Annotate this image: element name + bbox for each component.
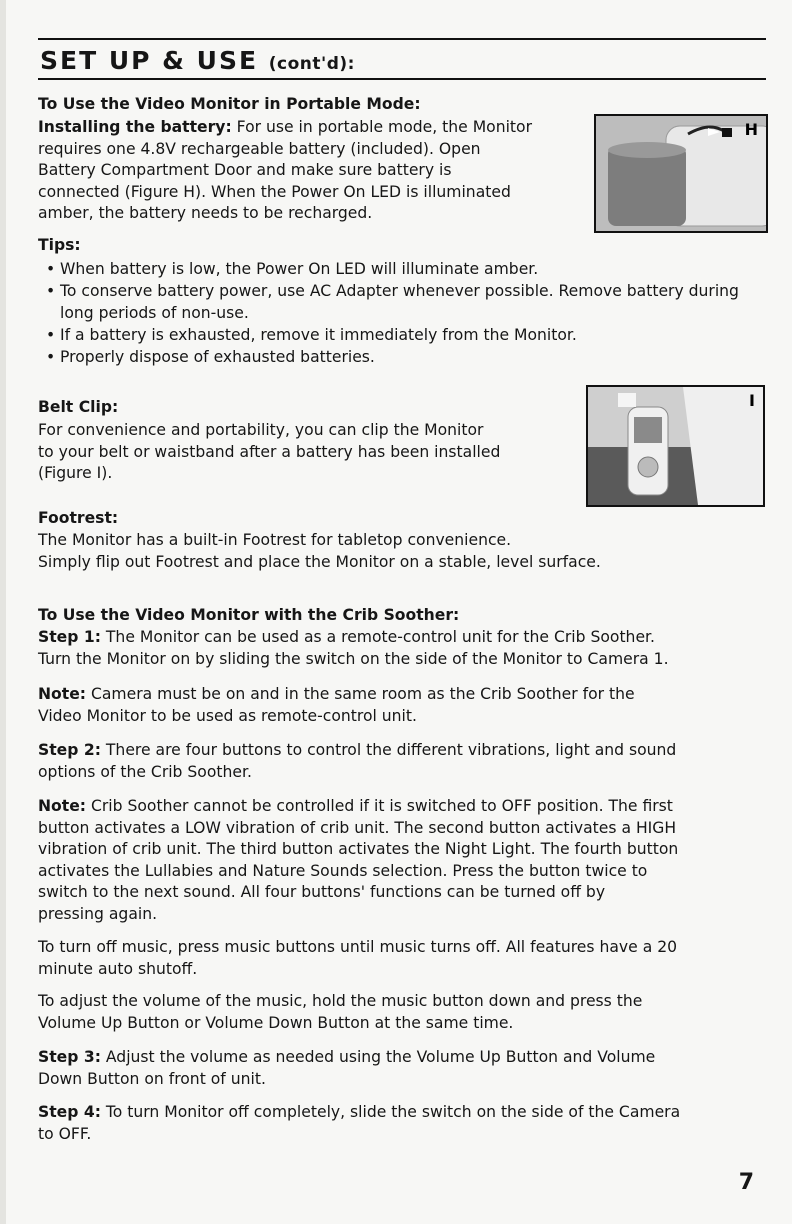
portable-heading: To Use the Video Monitor in Portable Mode:: [38, 95, 421, 113]
step3-text: Adjust the volume as needed using the Volume Up Button and Volume Down Button on front of unit.: [38, 1048, 656, 1088]
battery-illustration: [596, 116, 766, 231]
step3-paragraph: [38, 1047, 768, 1090]
footrest-text: The Monitor has a built-in Footrest for tabletop convenience. Simply flip out Footrest and place the Monitor on a stable, level surface.: [38, 531, 601, 571]
step1-text: The Monitor can be used as a remote-control unit for the Crib Soother. Turn the Monitor on by sliding the switch on the side of the Monitor to Camera 1.: [38, 628, 669, 668]
note2-text: Crib Soother cannot be controlled if it is switched to OFF position. The first button activates a LOW vibration of crib unit. The second button activates a HIGH vibration of crib unit. The third button activates the Night Light. The fourth button activates the Lullabies and Nature Sounds selection. Press the button twice to switch to the next sound. All four buttons' functions can be turned off by pressing again.: [38, 797, 679, 923]
step4-text: To turn Monitor off completely, slide the switch on the side of the Camera to OFF.: [38, 1103, 681, 1143]
page-title-suffix: (cont'd):: [268, 54, 355, 74]
step1-paragraph: [38, 627, 768, 670]
note2-label: Note:: [38, 797, 87, 815]
tips-list: [38, 258, 768, 368]
step2-label: Step 2:: [38, 741, 101, 759]
battery-label: Installing the battery:: [38, 118, 232, 136]
battery-paragraph: [38, 117, 598, 225]
footrest-heading: Footrest:: [38, 509, 119, 527]
note1-paragraph: [38, 684, 768, 727]
page-number: 7: [738, 1170, 754, 1195]
tips-heading: Tips:: [38, 236, 81, 254]
figure-h-label: H: [744, 120, 758, 139]
step2-paragraph: [38, 740, 768, 783]
page-edge: [0, 0, 6, 1224]
step3-label: Step 3:: [38, 1048, 101, 1066]
battery-text: For use in portable mode, the Monitor requires one 4.8V rechargeable battery (included). Open Battery Compartment Door and make sure battery is connected (Figure H). When the Power On LED is illuminated amber, the battery needs to be recharged.: [38, 118, 532, 222]
page-title-main: SET UP & USE: [40, 46, 259, 75]
belt-clip-heading: Belt Clip:: [38, 398, 119, 416]
step1-label: Step 1:: [38, 628, 101, 646]
title-rule: [38, 78, 766, 80]
page-title: [40, 46, 355, 75]
step4-paragraph: [38, 1102, 768, 1145]
tip-item: • If a battery is exhausted, remove it immediately from the Monitor.: [38, 324, 768, 346]
note2-paragraph: [38, 796, 768, 925]
step4-label: Step 4:: [38, 1103, 101, 1121]
figure-i-label: I: [749, 391, 755, 410]
figure-h-battery-photo: [594, 114, 768, 233]
tip-item: • When battery is low, the Power On LED will illuminate amber.: [38, 258, 768, 280]
volume-text: To adjust the volume of the music, hold the music button down and press the Volume Up Button or Volume Down Button at the same time.: [38, 992, 643, 1032]
tip-item: • To conserve battery power, use AC Adapter whenever possible. Remove battery during long periods of non-use.: [38, 280, 768, 324]
soother-heading: To Use the Video Monitor with the Crib Soother:: [38, 606, 460, 624]
note1-label: Note:: [38, 685, 87, 703]
step2-text: There are four buttons to control the different vibrations, light and sound options of the Crib Soother.: [38, 741, 677, 781]
note1-text: Camera must be on and in the same room as the Crib Soother for the Video Monitor to be used as remote-control unit.: [38, 685, 635, 725]
belt-clip-text: For convenience and portability, you can clip the Monitor to your belt or waistband after a battery has been installed (Figure I).: [38, 421, 501, 482]
figure-i-belt-clip-photo: [586, 385, 765, 507]
music-off-text: To turn off music, press music buttons until music turns off. All features have a 20 minute auto shutoff.: [38, 938, 678, 978]
belt-clip-illustration: [588, 387, 763, 505]
top-rule: [38, 38, 766, 40]
tip-item: • Properly dispose of exhausted batteries.: [38, 346, 768, 368]
